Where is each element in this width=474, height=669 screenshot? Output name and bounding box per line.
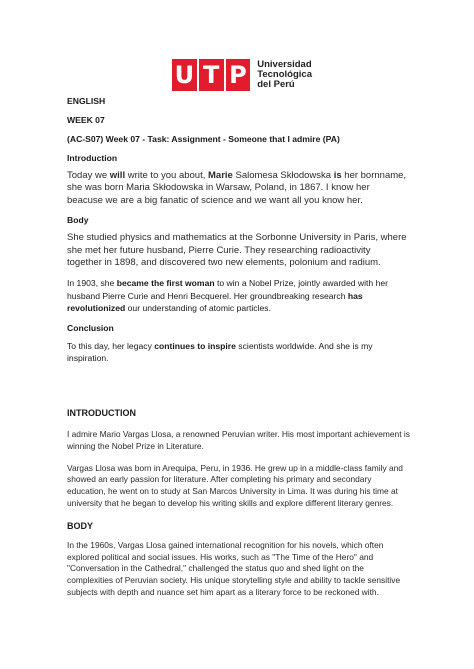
logo-letter-p: P [226,59,251,91]
conclusion-text-2: scientists worldwide. And she is my inspiration. [67,341,373,364]
week-heading: WEEK 07 [67,115,105,125]
section-introduction-paragraph-1: I admire Mario Vargas Llosa, a renowned Peruvian writer. His most important achievement is winning the Nobel Prize in Literature. [67,429,410,451]
intro-text-4: her bornname, she was born Maria Skłodowska in Warsaw, Poland, in 1867. I know her beacuse we are a big fanatic of science and we want all you know her. [67,170,407,206]
section-introduction-heading: INTRODUCTION [67,408,136,418]
conclusion-paragraph [67,340,407,364]
intro-heading: Introduction [67,153,118,163]
intro-bold-is: is [333,170,342,181]
logo-letter-t: T [199,59,224,91]
logo-name-line-2: Tecnológica [257,69,312,80]
body2-text-3: our understanding of atomic particles. [125,302,271,313]
body-heading: Body [67,215,89,226]
intro-paragraph [67,170,407,207]
body-paragraph-2 [67,277,407,314]
conclusion-bold: continues to inspire [154,341,236,352]
intro-bold-marie: Marie [208,170,233,181]
intro-text-3: Salomesa Skłodowska [232,170,334,181]
intro-text-1: Today we [67,170,110,181]
logo-name-line-3: del Perú [257,79,295,90]
subject-heading: ENGLISH [67,96,106,106]
section-body-paragraph-1: In the 1960s, Vargas Llosa gained international recognition for his novels, which often explored political and social issues. His works, such as "The Time of the Hero" and "Conversation in the Cathedral," challenged the status quo and shed light on the complexities of Peruvian society. His unique storytelling style and ability to tackle sensitive subjects with depth and nuance set him apart as a literary force to be reckoned with. [67,539,401,597]
task-title: (AC-S07) Week 07 - Task: Assignment - Someone that I admire (PA) [67,134,340,144]
conclusion-text-1: To this day, her legacy [67,341,155,352]
essay-section [67,407,412,599]
utp-logo [172,57,312,93]
section-body-heading: BODY [67,520,94,531]
section-introduction-paragraph-2: Vargas Llosa was born in Arequipa, Peru, in 1936. He grew up in a middle-class family and showed an early passion for literature. After completing his primary and secondary education, he went on to study at San Marcos University in Lima. It was during his time at university that he began to develop his writing skills and explore different literary genres. [67,462,403,508]
body2-bold-2: has revolutionized [67,290,363,313]
body2-bold-1: became the first woman [116,278,215,289]
body2-text-2: to win a Nobel Prize, jointly awarded with her husband Pierre Curie and Henri Becquerel. Her groundbreaking research [67,278,388,301]
logo-university-name [257,60,312,90]
logo-name-line-1: Universidad [257,59,312,70]
logo-letter-u: U [172,59,197,91]
conclusion-heading: Conclusion [67,323,114,334]
body2-text-1: In 1903, she [67,278,117,289]
intro-text-2: write to you about, [125,170,209,181]
intro-bold-will: will [109,170,126,181]
assignment-section [67,95,407,364]
body-paragraph-1: She studied physics and mathematics at the Sorbonne University in Paris, where she met her future husband, Pierre Curie. They researching radioactivity together in 1898, and discovered two new elements, polonium and radium. [67,232,407,269]
